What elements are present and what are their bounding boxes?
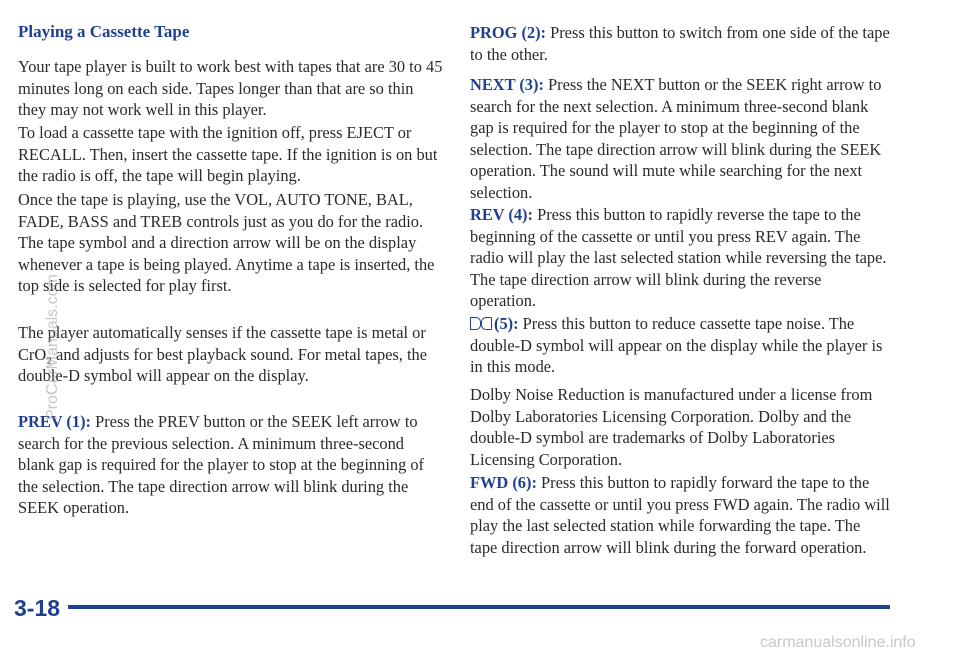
double-d-icon: [470, 317, 492, 330]
paragraph-auto-sense: The player automatically senses if the cassette tape is metal or CrO₂ and adjusts for best playback sound. For metal tapes, the double-D symbol will appear on the display.: [18, 323, 428, 385]
paragraph-load-tape: To load a cassette tape with the ignition off, press EJECT or RECALL. Then, insert the cassette tape. If the ignition is on but the radio is off, the tape will begin playing.: [18, 123, 438, 185]
prev-term: PREV (1):: [18, 412, 91, 431]
rev-term: REV (4):: [470, 205, 533, 224]
footer-rule: [68, 605, 890, 609]
watermark: carmanualsonline.info: [760, 634, 916, 651]
paragraph-prev: [18, 411, 443, 519]
next-term: NEXT (3):: [470, 75, 544, 94]
paragraph-tape-length: Your tape player is built to work best with tapes that are 30 to 45 minutes long on each side. Tapes longer than that are so thin they may not work well in this player.: [18, 57, 443, 119]
paragraph-fwd: [470, 472, 890, 558]
paragraph-rev: [470, 204, 890, 312]
paragraph-dolby-button: [470, 313, 890, 378]
paragraph-prog: [470, 22, 890, 65]
next-text: Press the NEXT button or the SEEK right arrow to search for the next selection. A minimum three-second blank gap is required for the player to stop at the beginning of the selection. The tape direction arrow will blink during the SEEK operation. The sound will mute while searching for the next selection.: [470, 75, 882, 202]
paragraph-controls: Once the tape is playing, use the VOL, AUTO TONE, BAL, FADE, BASS and TREB controls just as you do for the radio. The tape symbol and a direction arrow will be on the display whenever a tape is being played. Anytime a tape is inserted, the top side is selected for play first.: [18, 190, 435, 295]
fwd-text: Press this button to rapidly forward the tape to the end of the cassette or until you press FWD again. The radio will play the last selected station while forwarding the tape. The tape direction arrow will blink during the forward operation.: [470, 473, 890, 557]
dd-text: Press this button to reduce cassette tape noise. The double-D symbol will appear on the display while the player is in this mode.: [470, 314, 883, 376]
side-watermark: ProCarManuals.com: [44, 274, 61, 420]
paragraph-dolby-license: Dolby Noise Reduction is manufactured under a license from Dolby Laboratories Licensing Corporation. Dolby and the double-D symbol are trademarks of Dolby Laboratories Licensing Corporation.: [470, 385, 873, 469]
dd-term: (5):: [494, 314, 519, 333]
paragraph-next: [470, 74, 890, 203]
section-title: Playing a Cassette Tape: [18, 22, 190, 41]
page-number: 3-18: [14, 595, 61, 621]
prog-text: Press this button to switch from one side of the tape to the other.: [470, 23, 890, 64]
prog-term: PROG (2):: [470, 23, 547, 42]
prev-text: Press the PREV button or the SEEK left arrow to search for the previous selection. A minimum three-second blank gap is required for the player to stop at the beginning of the selection. The tape direction arrow will blink during the SEEK operation.: [18, 412, 425, 517]
fwd-term: FWD (6):: [470, 473, 537, 492]
rev-text: Press this button to rapidly reverse the tape to the beginning of the cassette or until you press REV again. The radio will play the last selected station while reversing the tape. The tape direction arrow will blink during the reverse operation.: [470, 205, 887, 310]
